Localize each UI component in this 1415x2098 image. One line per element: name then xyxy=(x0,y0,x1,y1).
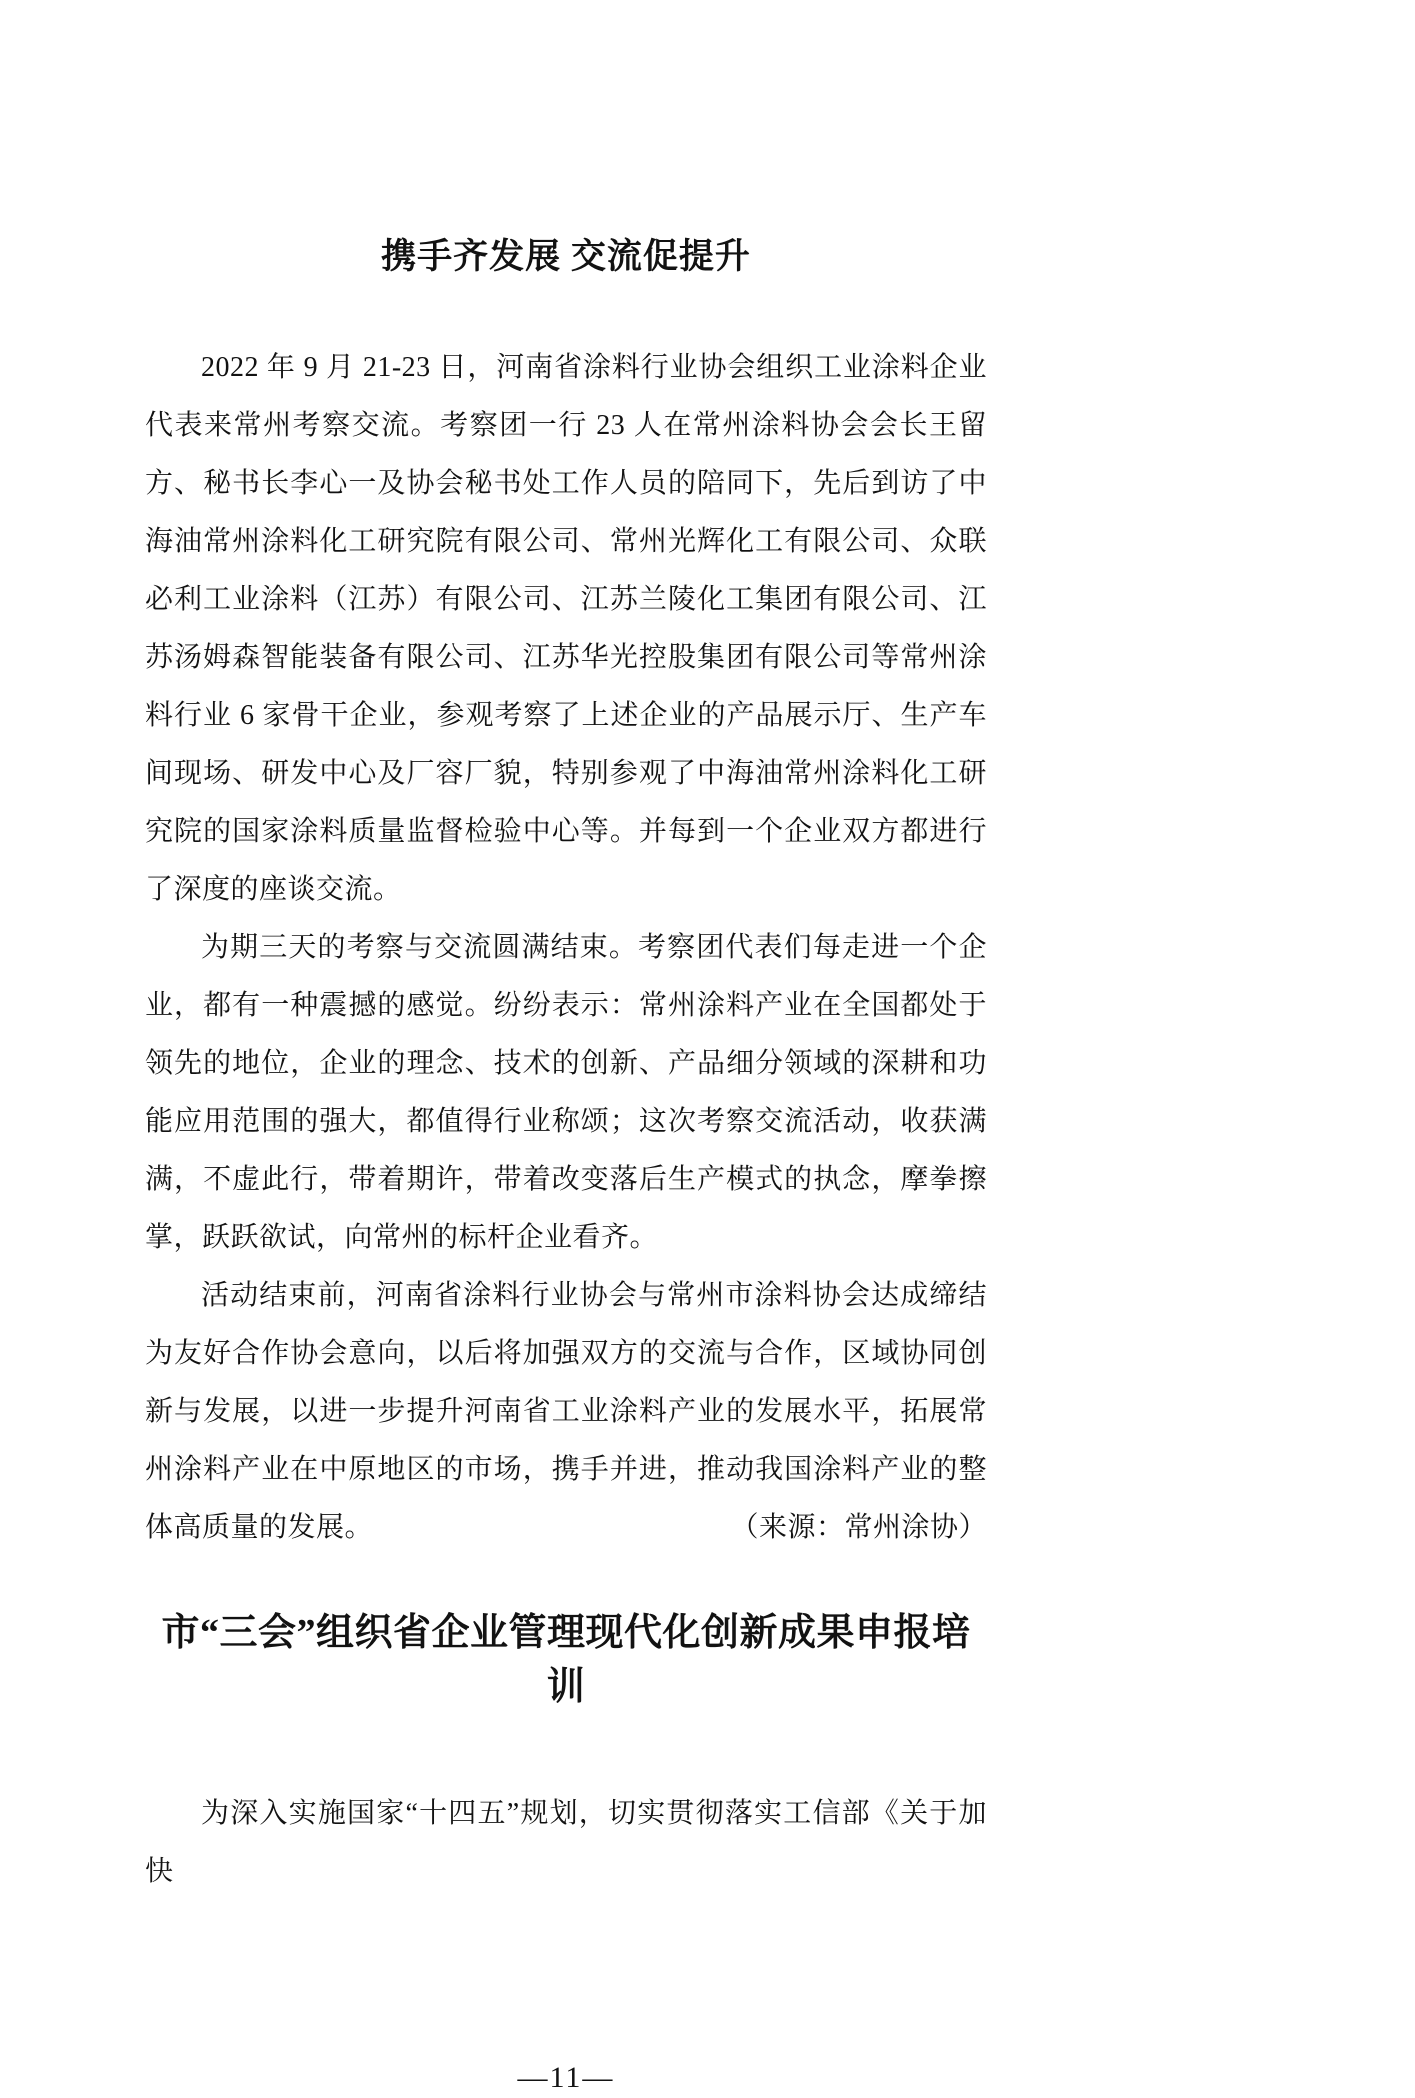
article2-paragraph-1: 为深入实施国家“十四五”规划，切实贯彻落实工信部《关于加快 xyxy=(145,1798,987,1887)
article2-title: 市“三会”组织省企业管理现代化创新成果申报培训 xyxy=(161,1612,971,1708)
article1-source-attribution: （来源：常州涂协） xyxy=(730,1512,987,1543)
article1-paragraph-2: 为期三天的考察与交流圆满结束。考察团代表们每走进一个企业，都有一种震撼的感觉。纷纷表示：常州涂料产业在全国都处于领先的地位，企业的理念、技术的创新、产品细分领域的深耕和功能应用范围的强大，都值得行业称颂；这次考察交流活动，收获满满，不虚此行，带着期许，带着改变落后生产模式的执念，摩拳擦掌，跃跃欲试，向常州的标杆企业看齐。 xyxy=(145,932,987,1253)
article1-paragraph-1: 2022 年 9 月 21-23 日，河南省涂料行业协会组织工业涂料企业代表来常州考察交流。考察团一行 23 人在常州涂料协会会长王留方、秘书长李心一及协会秘书处工作人员的陪同下，先后到访了中海油常州涂料化工研究院有限公司、常州光辉化工有限公司、众联必利工业涂料（江苏）有限公司、江苏兰陵化工集团有限公司、江苏汤姆森智能装备有限公司、江苏华光控股集团有限公司等常州涂料行业 6 家骨干企业，参观考察了上述企业的产品展示厅、生产车间现场、研发中心及厂容厂貌，特别参观了中海油常州涂料化工研究院的国家涂料质量监督检验中心等。并每到一个企业双方都进行了深度的座谈交流。 xyxy=(145,352,987,905)
article1-paragraph-3-text: 活动结束前，河南省涂料行业协会与常州市涂料协会达成缔结为友好合作协会意向，以后将加强双方的交流与合作，区域协同创新与发展，以进一步提升河南省工业涂料产业的发展水平，拓展常州涂料产业在中原地区的市场，携手并进，推动我国涂料产业的整体高质量的发展。 xyxy=(145,1280,987,1543)
page-content xyxy=(145,0,987,2098)
article1-paragraph-3 xyxy=(145,1267,987,1557)
article1-title: 携手齐发展 交流促提升 xyxy=(381,237,751,276)
page-number: —11— xyxy=(517,2061,615,2094)
